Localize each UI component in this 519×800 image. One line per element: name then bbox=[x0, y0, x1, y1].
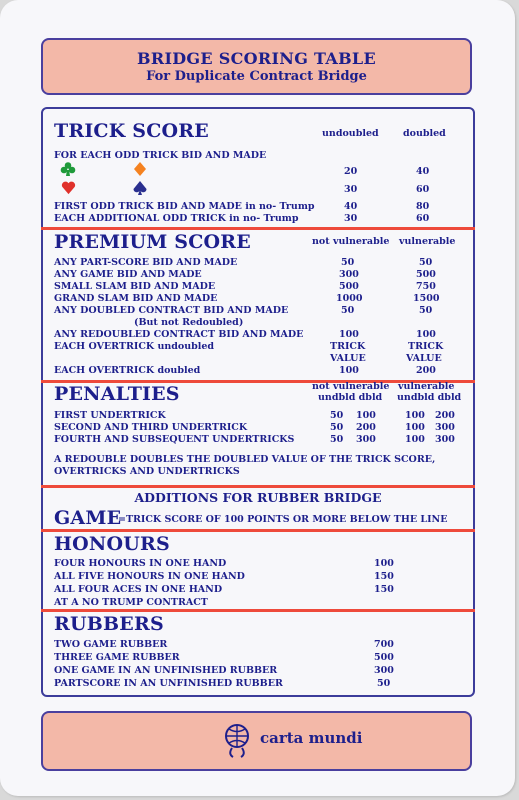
honours-row-value: 150 bbox=[374, 571, 394, 582]
page-title: BRIDGE SCORING TABLE bbox=[137, 49, 376, 68]
penalties-col-not-vulnerable: not vulnerable bbox=[312, 381, 390, 392]
penalty-cell: 300 bbox=[356, 434, 376, 445]
trick-row-label: EACH ADDITIONAL ODD TRICK in no- Trump bbox=[54, 213, 299, 224]
penalties-note: A REDOUBLE DOUBLES THE DOUBLED VALUE OF THE TRICK SCORE, bbox=[54, 454, 436, 465]
rubbers-row-value: 700 bbox=[374, 639, 394, 650]
cartamundi-logo-icon bbox=[220, 722, 254, 760]
honours-row-label: FOUR HONOURS IN ONE HAND bbox=[54, 558, 227, 569]
premium-row-nv: 300 bbox=[339, 269, 359, 280]
premium-row-v: 50 bbox=[419, 305, 433, 316]
premium-row-v: 50 bbox=[419, 257, 433, 268]
section-divider bbox=[41, 227, 475, 230]
premium-row-nv: 500 bbox=[339, 281, 359, 292]
premium-note: (But not Redoubled) bbox=[134, 317, 244, 328]
game-label: GAME bbox=[54, 507, 122, 529]
trick-row-doubled: 60 bbox=[416, 213, 430, 224]
premium-row-label: GRAND SLAM BID AND MADE bbox=[54, 293, 218, 304]
honours-row-label: ALL FOUR ACES IN ONE HAND bbox=[54, 584, 223, 595]
penalty-cell: 50 bbox=[330, 434, 344, 445]
section-divider bbox=[41, 529, 475, 532]
header-banner bbox=[41, 38, 472, 95]
rubbers-row-label: THREE GAME RUBBER bbox=[54, 652, 180, 663]
penalty-row-label: FIRST UNDERTRICK bbox=[54, 410, 166, 421]
trick-score-line: FOR EACH ODD TRICK BID AND MADE bbox=[54, 150, 267, 161]
penalty-cell: 200 bbox=[356, 422, 376, 433]
rubbers-row-label: PARTSCORE IN AN UNFINISHED RUBBER bbox=[54, 678, 283, 689]
penalty-cell: 100 bbox=[405, 434, 425, 445]
rubbers-row-value: 50 bbox=[377, 678, 391, 689]
premium-row-nv: VALUE bbox=[330, 353, 366, 364]
penalties-col-vulnerable: vulnerable bbox=[398, 381, 455, 392]
diamond-icon bbox=[132, 161, 148, 177]
premium-row-nv: 50 bbox=[341, 257, 355, 268]
premium-row-label: ANY DOUBLED CONTRACT BID AND MADE bbox=[54, 305, 289, 316]
penalty-cell: 50 bbox=[330, 410, 344, 421]
penalty-row-label: FOURTH AND SUBSEQUENT UNDERTRICKS bbox=[54, 434, 295, 445]
premium-row-label: EACH OVERTRICK undoubled bbox=[54, 341, 215, 352]
minor-doubled: 40 bbox=[416, 166, 430, 177]
penalties-title: PENALTIES bbox=[54, 383, 180, 405]
honours-tail: AT A NO TRUMP CONTRACT bbox=[54, 597, 208, 608]
rubbers-title: RUBBERS bbox=[54, 613, 164, 635]
minor-undoubled: 20 bbox=[344, 166, 358, 177]
premium-row-label: SMALL SLAM BID AND MADE bbox=[54, 281, 216, 292]
penalty-cell: 200 bbox=[435, 410, 455, 421]
premium-row-v: 100 bbox=[416, 329, 436, 340]
premium-col-not-vulnerable: not vulnerable bbox=[312, 236, 390, 247]
premium-row-v: VALUE bbox=[406, 353, 442, 364]
penalty-cell: 50 bbox=[330, 422, 344, 433]
premium-row-label: EACH OVERTRICK doubled bbox=[54, 365, 201, 376]
honours-row-value: 150 bbox=[374, 584, 394, 595]
rubber-bridge-title: ADDITIONS FOR RUBBER BRIDGE bbox=[134, 490, 382, 505]
premium-row-v: 500 bbox=[416, 269, 436, 280]
game-definition: =TRICK SCORE OF 100 POINTS OR MORE BELOW THE LINE bbox=[118, 514, 448, 525]
penalty-cell: 300 bbox=[435, 434, 455, 445]
honours-row-value: 100 bbox=[374, 558, 394, 569]
trick-col-undoubled: undoubled bbox=[322, 128, 379, 139]
premium-row-v: 200 bbox=[416, 365, 436, 376]
premium-row-label: ANY PART-SCORE BID AND MADE bbox=[54, 257, 238, 268]
premium-row-label: ANY REDOUBLED CONTRACT BID AND MADE bbox=[54, 329, 304, 340]
rubbers-row-value: 500 bbox=[374, 652, 394, 663]
premium-row-label: ANY GAME BID AND MADE bbox=[54, 269, 202, 280]
page-subtitle: For Duplicate Contract Bridge bbox=[146, 69, 367, 84]
rubbers-row-label: TWO GAME RUBBER bbox=[54, 639, 168, 650]
section-divider bbox=[41, 485, 475, 488]
honours-title: HONOURS bbox=[54, 533, 170, 555]
major-doubled: 60 bbox=[416, 184, 430, 195]
brand-name: carta mundi bbox=[260, 729, 363, 747]
premium-row-v: TRICK bbox=[408, 341, 444, 352]
premium-row-v: 750 bbox=[416, 281, 436, 292]
trick-score-title: TRICK SCORE bbox=[54, 120, 209, 142]
penalties-note: OVERTRICKS AND UNDERTRICKS bbox=[54, 466, 240, 477]
premium-col-vulnerable: vulnerable bbox=[399, 236, 456, 247]
penalties-col-nv-sub: undbld dbld bbox=[318, 392, 383, 403]
honours-row-label: ALL FIVE HONOURS IN ONE HAND bbox=[54, 571, 245, 582]
club-icon bbox=[60, 161, 76, 177]
major-undoubled: 30 bbox=[344, 184, 358, 195]
heart-icon bbox=[61, 180, 76, 195]
trick-row-label: FIRST ODD TRICK BID AND MADE in no- Trump bbox=[54, 201, 315, 212]
footer-banner bbox=[41, 711, 472, 771]
premium-row-nv: 1000 bbox=[336, 293, 363, 304]
trick-row-undoubled: 30 bbox=[344, 213, 358, 224]
premium-row-nv: 100 bbox=[339, 329, 359, 340]
penalty-cell: 100 bbox=[356, 410, 376, 421]
premium-row-nv: 50 bbox=[341, 305, 355, 316]
section-divider bbox=[41, 609, 475, 612]
penalty-cell: 100 bbox=[405, 422, 425, 433]
penalty-cell: 300 bbox=[435, 422, 455, 433]
premium-row-nv: TRICK bbox=[330, 341, 366, 352]
trick-row-undoubled: 40 bbox=[344, 201, 358, 212]
penalties-col-v-sub: undbld dbld bbox=[397, 392, 462, 403]
premium-score-title: PREMIUM SCORE bbox=[54, 231, 251, 253]
penalty-row-label: SECOND AND THIRD UNDERTRICK bbox=[54, 422, 248, 433]
rubbers-row-label: ONE GAME IN AN UNFINISHED RUBBER bbox=[54, 665, 278, 676]
spade-icon bbox=[132, 180, 148, 196]
trick-row-doubled: 80 bbox=[416, 201, 430, 212]
penalty-cell: 100 bbox=[405, 410, 425, 421]
premium-row-nv: 100 bbox=[339, 365, 359, 376]
trick-col-doubled: doubled bbox=[403, 128, 446, 139]
rubbers-row-value: 300 bbox=[374, 665, 394, 676]
premium-row-v: 1500 bbox=[413, 293, 440, 304]
